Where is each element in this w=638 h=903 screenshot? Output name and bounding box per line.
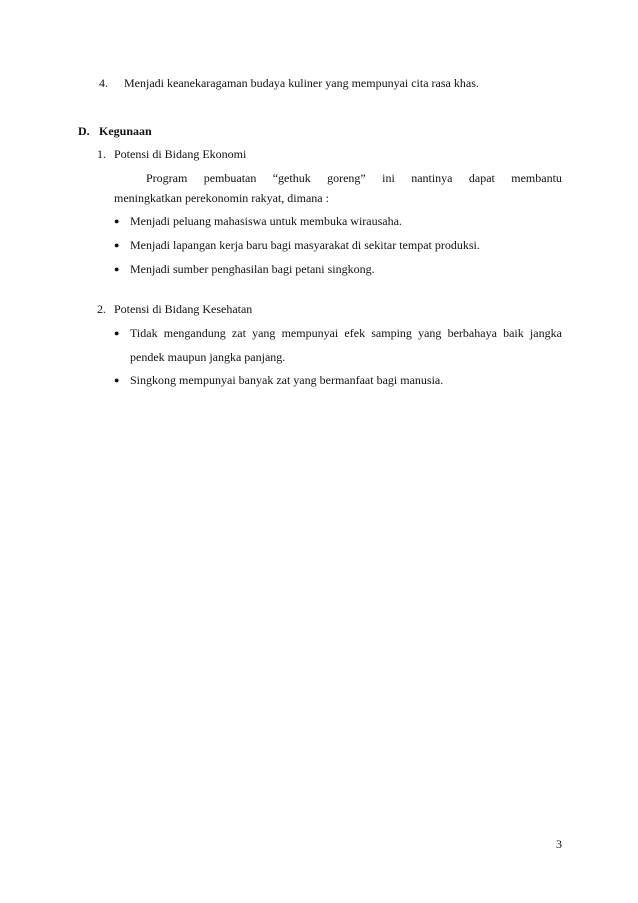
bullet-text: Menjadi peluang mahasiswa untuk membuka wirausaha.: [130, 214, 402, 228]
bullet-dot: ●: [114, 264, 120, 274]
paragraph-line: [146, 171, 562, 185]
word: Tidak: [130, 326, 158, 340]
word: yang: [418, 326, 442, 340]
word: ini: [382, 171, 395, 185]
section-letter: D.: [78, 124, 90, 138]
word: yang: [252, 326, 276, 340]
bullet-dot: ●: [114, 328, 120, 338]
word: berbahaya: [447, 326, 497, 340]
word: “gethuk: [272, 171, 311, 185]
section-title: Kegunaan: [99, 124, 152, 138]
bullet-dot: ●: [114, 240, 120, 250]
word: jangka: [529, 326, 562, 340]
bullet-text: Menjadi lapangan kerja baru bagi masyarakat di sekitar tempat produksi.: [130, 238, 480, 252]
word: baik: [503, 326, 524, 340]
word: mengandung: [163, 326, 226, 340]
paragraph-line: meningkatkan perekonomin rakyat, dimana :: [114, 191, 329, 205]
word: dapat: [468, 171, 495, 185]
subsection-number: 1.: [97, 147, 106, 161]
word: membantu: [511, 171, 562, 185]
word: mempunyai: [281, 326, 339, 340]
word: pembuatan: [203, 171, 257, 185]
subsection-title: Potensi di Bidang Kesehatan: [114, 302, 253, 316]
item-number: 4.: [99, 76, 108, 90]
bullet-text-continued: pendek maupun jangka panjang.: [130, 350, 286, 364]
word: efek: [344, 326, 366, 340]
item-text: Menjadi keanekaragaman budaya kuliner yang mempunyai cita rasa khas.: [124, 76, 479, 90]
page-number: 3: [556, 837, 562, 851]
bullet-text: Singkong mempunyai banyak zat yang bermanfaat bagi manusia.: [130, 373, 444, 387]
word: zat: [231, 326, 246, 340]
word: Program: [146, 171, 188, 185]
bullet-text: Menjadi sumber penghasilan bagi petani singkong.: [130, 262, 375, 276]
word: goreng”: [327, 171, 366, 185]
subsection-title: Potensi di Bidang Ekonomi: [114, 147, 247, 161]
bullet-dot: ●: [114, 375, 120, 385]
bullet-text: [130, 326, 562, 340]
word: nantinya: [411, 171, 453, 185]
subsection-number: 2.: [97, 302, 106, 316]
bullet-dot: ●: [114, 216, 120, 226]
word: samping: [371, 326, 412, 340]
